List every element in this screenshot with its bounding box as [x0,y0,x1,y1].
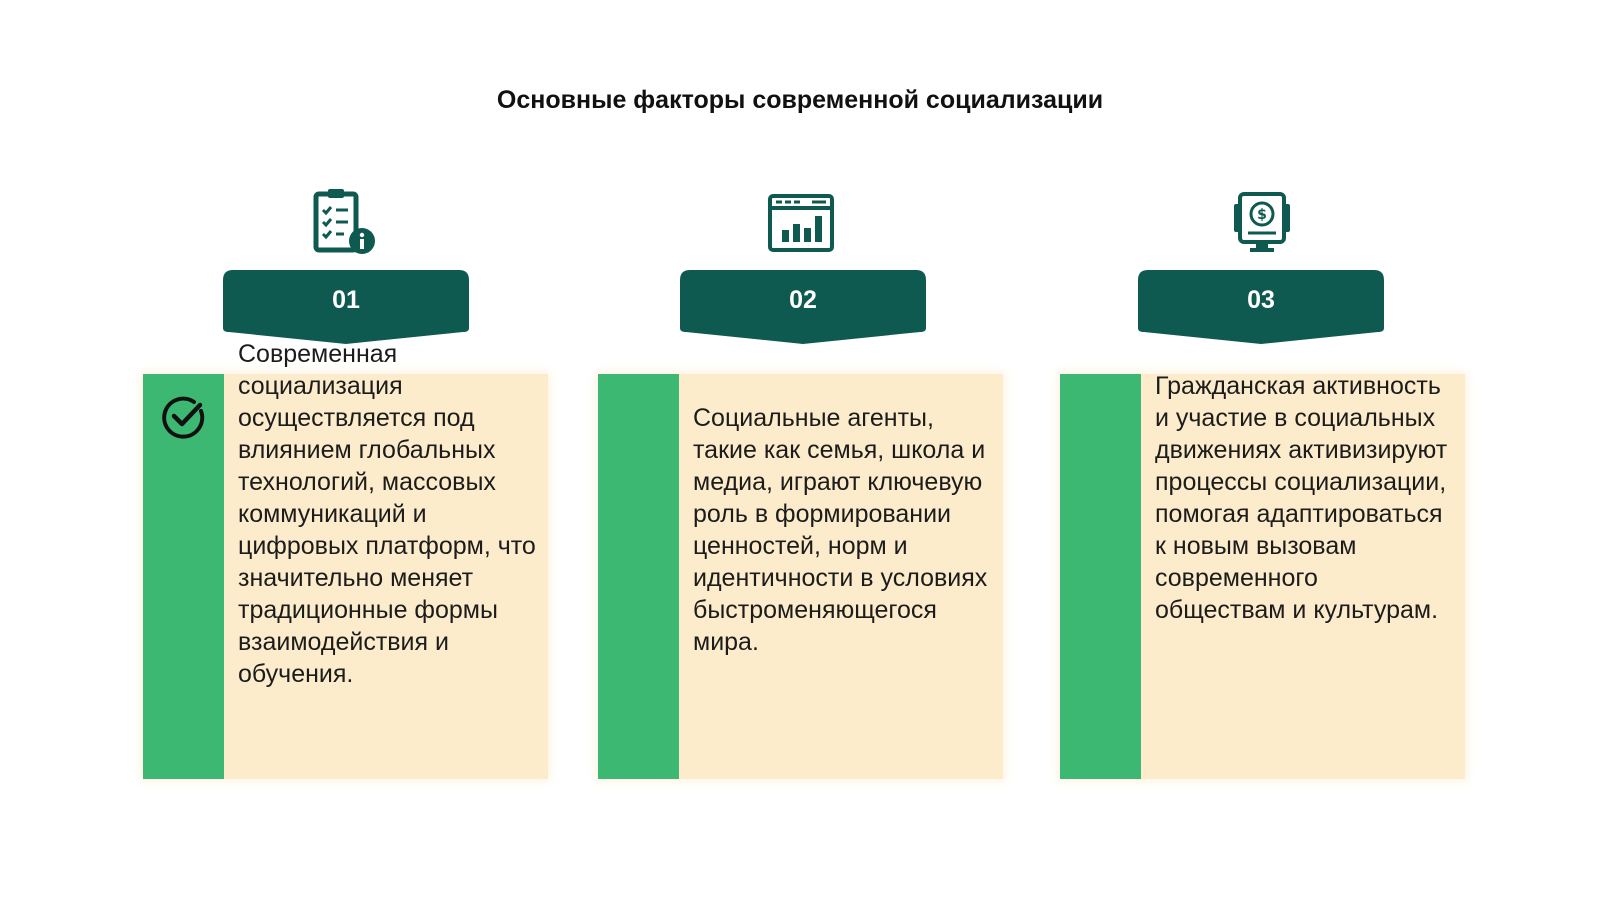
factor-badge-2 [680,270,926,344]
factor-card-1 [143,340,548,779]
factor-text: Современная социализация осуществляется под влиянием глобальных технологий, массовых коммуникаций и цифровых платформ, что значительно меняет традиционные формы взаимодействия и обучения. [238,340,536,688]
card-accent-bar [143,374,224,779]
card-accent-bar [598,374,679,779]
factor-text: Гражданская активность и участие в социальных движениях активизируют процессы социализации, помогая адаптироваться к новым вызовам современного обществам и культурам. [1155,372,1448,624]
monitor-dollar-icon [1232,188,1302,258]
factor-number: 02 [789,286,817,314]
factor-card-3 [1060,374,1465,779]
factor-column-3 [1060,0,1480,900]
clipboard-info-icon [308,188,378,258]
factor-badge-3 [1138,270,1384,344]
check-circle-icon [161,394,207,440]
svg-text:$: $ [1257,207,1267,223]
factor-text: Социальные агенты, такие как семья, школа и медиа, играют ключевую роль в формировании ценностей, норм и идентичности в условиях быстроменяющегося мира. [693,404,988,656]
factor-number: 01 [332,286,360,314]
analytics-window-icon [766,188,836,258]
factor-number: 03 [1247,286,1275,314]
factor-badge-1 [223,270,469,344]
page-title: Основные факторы современной социализации [496,86,1104,114]
factor-column-2 [598,0,1018,900]
factor-card-2 [598,374,1003,779]
factor-column-1 [143,0,563,900]
card-accent-bar [1060,374,1141,779]
